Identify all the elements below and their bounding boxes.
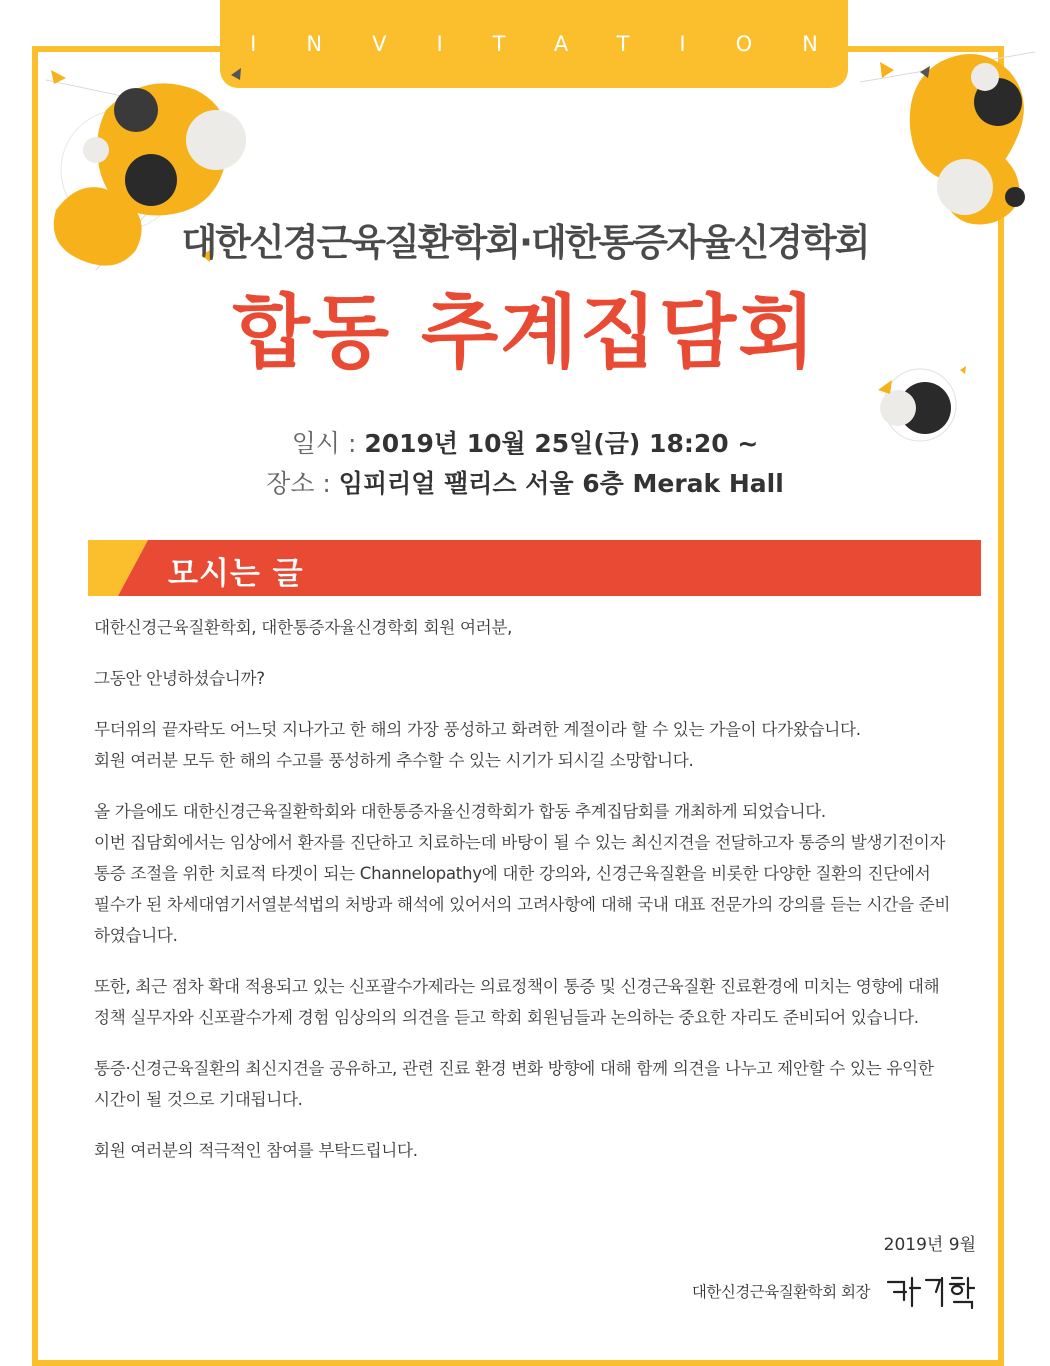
- letter-paragraph: [94, 612, 984, 643]
- section-banner: [88, 540, 981, 596]
- letter-body: [94, 612, 984, 1186]
- invitation-tab-label: INVITATION: [250, 32, 868, 56]
- letter-line: 대한신경근육질환학회, 대한통증자율신경학회 회원 여러분,: [94, 618, 513, 637]
- letter-line: 통증·신경근육질환의 최신지견을 공유하고, 관련 진료 환경 변화 방향에 대해 함께 의견을 나누고 제안할 수 있는 유익한: [94, 1059, 934, 1078]
- signature-row: [692, 1272, 976, 1310]
- event-date-label: 일시 :: [291, 429, 365, 458]
- letter-line: 필수가 된 차세대염기서열분석법의 처방과 해석에 있어서의 고려사항에 대해 국내 대표 전문가의 강의를 듣는 시간을 준비: [94, 895, 951, 914]
- letter-line: 시간이 될 것으로 기대됩니다.: [94, 1090, 303, 1109]
- event-place-label: 장소 :: [266, 469, 339, 498]
- letter-paragraph: [94, 714, 984, 776]
- letter-date: 2019년 9월: [883, 1235, 976, 1255]
- letter-line: 그동안 안녕하셨습니까?: [94, 669, 265, 688]
- event-place: [0, 464, 1050, 500]
- event-date: [0, 424, 1050, 460]
- molecule-decoration-right: [860, 42, 1040, 232]
- section-heading: 모시는 글: [168, 556, 304, 592]
- letter-paragraph: [94, 796, 984, 951]
- invitation-tab: [220, 0, 868, 88]
- letter-line: 또한, 최근 점차 확대 적용되고 있는 신포괄수가제라는 의료정책이 통증 및 신경근육질환 진료환경에 미치는 영향에 대해: [94, 977, 940, 996]
- letter-line: 정책 실무자와 신포괄수가제 경험 임상의의 의견을 듣고 학회 회원님들과 논의하는 중요한 자리도 준비되어 있습니다.: [94, 1008, 919, 1027]
- letter-line: 회원 여러분 모두 한 해의 수고를 풍성하게 추수할 수 있는 시기가 되시길 소망합니다.: [94, 751, 694, 770]
- letter-line: 하였습니다.: [94, 926, 178, 945]
- letter-paragraph: [94, 1135, 984, 1166]
- event-place-value: 임피리얼 팰리스 서울 6층 Merak Hall: [338, 469, 784, 498]
- letter-line: 회원 여러분의 적극적인 참여를 부탁드립니다.: [94, 1141, 418, 1160]
- letter-line: 올 가을에도 대한신경근육질환학회와 대한통증자율신경학회가 합동 추계집담회를 개최하게 되었습니다.: [94, 802, 826, 821]
- letter-line: 이번 집담회에서는 임상에서 환자를 진단하고 치료하는데 바탕이 될 수 있는 최신지견을 전달하고자 통증의 발생기전이자: [94, 833, 946, 852]
- letter-paragraph: [94, 971, 984, 1033]
- letter-paragraph: [94, 1053, 984, 1115]
- letter-line: 무더위의 끝자락도 어느덧 지나가고 한 해의 가장 풍성하고 화려한 계절이라 할 수 있는 가을이 다가왔습니다.: [94, 720, 861, 739]
- letter-line: 통증 조절을 위한 치료적 타겟이 되는 Channelopathy에 대한 강의와, 신경근육질환을 비롯한 다양한 질환의 진단에서: [94, 864, 931, 883]
- event-date-value: 2019년 10월 25일(금) 18:20 ~: [364, 429, 759, 458]
- signer-title: 대한신경근육질환학회 회장: [691, 1283, 870, 1301]
- handwritten-signature: [884, 1272, 976, 1310]
- letter-paragraph: [94, 663, 984, 694]
- event-subtitle: 대한신경근육질환학회·대한통증자율신경학회: [181, 221, 869, 264]
- event-title: 합동 추계집담회: [232, 286, 818, 379]
